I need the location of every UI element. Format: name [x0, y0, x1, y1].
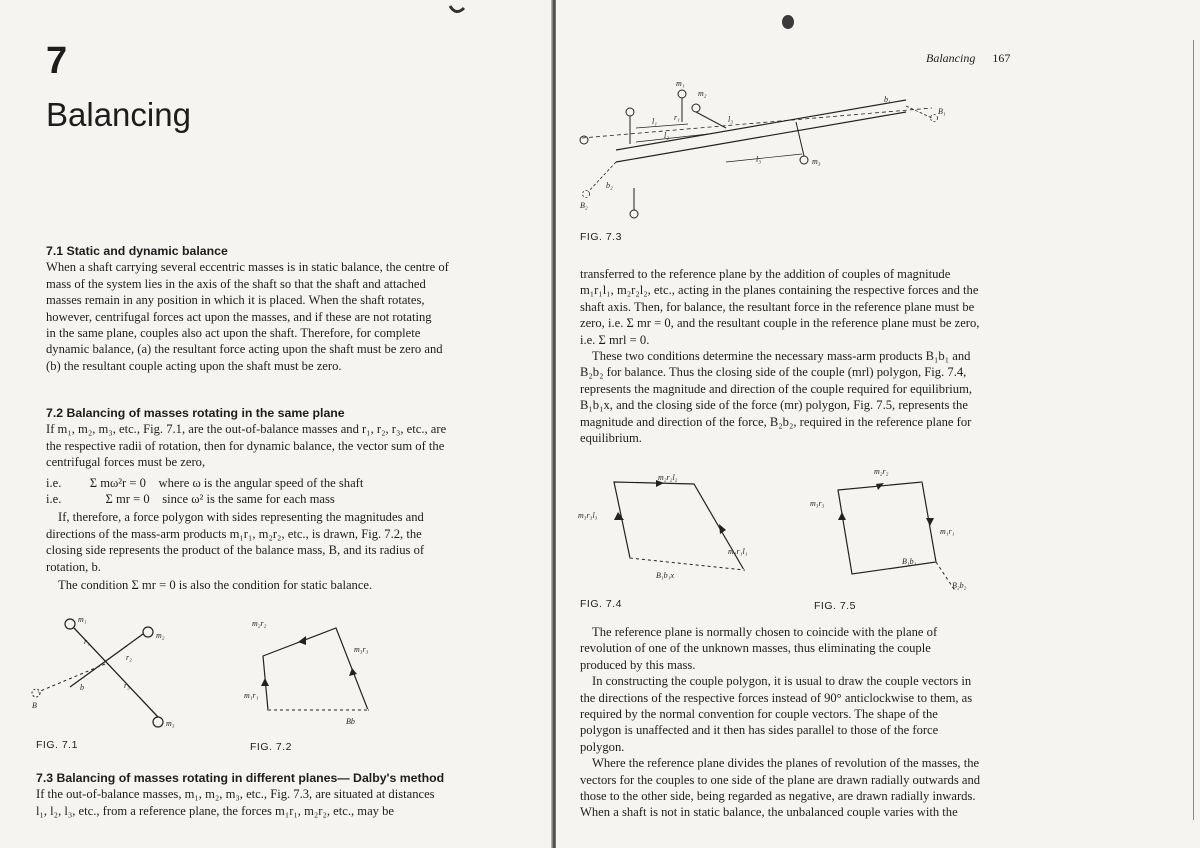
- label-b1: b₁: [884, 95, 891, 104]
- text-line: These two conditions determine the necessary mass-arm products B₁b₁ and: [592, 349, 971, 364]
- label-Bb: Bb: [346, 717, 355, 726]
- page-edge: [1193, 40, 1194, 820]
- running-head: [926, 51, 1010, 66]
- label-m1r1: m₁r₁: [244, 691, 259, 700]
- page-number: 167: [992, 51, 1011, 65]
- text-line: in the same plane, couples also act upon the shaft. Therefore, for complete: [46, 326, 421, 341]
- label-l3-top: l₃: [728, 115, 734, 124]
- text-line: polygon.: [580, 739, 625, 754]
- text-line: masses remain in any position in which it is placed. When the shaft rotates,: [46, 293, 425, 308]
- text-line: dynamic balance, (a) the resultant force acting upon the shaft must be zero and: [46, 342, 443, 357]
- text-line: closing side represents the product of the balance mass, B, and its radius of: [46, 543, 425, 558]
- text-line: If, therefore, a force polygon with sides representing the magnitudes and: [58, 510, 424, 525]
- label-l3: l₃: [756, 155, 762, 164]
- text-line: magnitude and direction of the force, B₂b₂, required in the reference plane for: [580, 414, 972, 429]
- equation: i.e. Σ mω²r = 0 where ω is the angular speed of the shaft: [46, 475, 364, 490]
- text-line: If the out-of-balance masses, m₁, m₂, m₃, etc., Fig. 7.3, are situated at distances: [36, 787, 435, 802]
- text-line: represents the magnitude and direction of the couple required for equilibrium,: [580, 381, 973, 396]
- equation: i.e. Σ mr = 0 since ω² is the same for each mass: [46, 492, 335, 507]
- text-line: mass of the system lies in the axis of the shaft so that the shaft and attached: [46, 276, 426, 291]
- label-B2: B₂: [580, 201, 588, 210]
- text-line: directions of the mass-arm products m₁r₁, m₂r₂, etc., is drawn, Fig. 7.2, the: [46, 526, 422, 541]
- figure-7-4: [574, 462, 794, 592]
- text-line: l₁, l₂, l₃, etc., from a reference plane, the forces m₁r₁, m₂r₂, etc., may be: [36, 803, 395, 818]
- text-line: polygon is unaffected and it then has sides parallel to those of the force: [580, 723, 939, 738]
- text-line: required by the normal convention for couple vectors. The shape of the: [580, 707, 938, 722]
- text-line: zero, i.e. Σ mr = 0, and the resultant couple in the reference plane must be zero,: [580, 316, 980, 331]
- figure-7-4-caption: FIG. 7.4: [580, 598, 622, 610]
- text-line: however, centrifugal forces act upon the masses, and if these are not rotating: [46, 309, 432, 324]
- left-page: [0, 0, 553, 848]
- label-m2r2: m₂r₂: [874, 467, 889, 476]
- chapter-title: Balancing: [46, 96, 191, 133]
- chapter-number: 7: [46, 40, 68, 82]
- label-l2: l₂: [664, 131, 670, 140]
- label-m2: m₂: [156, 631, 165, 640]
- label-m3r3: m₃r₃: [354, 645, 369, 654]
- figure-7-1-caption: FIG. 7.1: [36, 739, 78, 751]
- label-B: B: [32, 701, 37, 710]
- text-line: If m₁, m₂, m₃, etc., Fig. 7.1, are the out-of-balance masses and r₁, r₂, r₃, etc., are: [46, 422, 447, 437]
- text-line: B₁b₁x, and the closing side of the force (mr) polygon, Fig. 7.5, represents the: [580, 398, 968, 413]
- label-l1: l₁: [652, 117, 658, 126]
- text-line: produced by this mass.: [580, 657, 696, 672]
- section-heading: 7.2 Balancing of masses rotating in the same plane: [46, 406, 345, 420]
- label-m3: m₃: [812, 157, 821, 166]
- text-line: In constructing the couple polygon, it is usual to draw the couple vectors in: [592, 674, 972, 689]
- section-heading: 7.3 Balancing of masses rotating in different planes— Dalby's method: [36, 771, 445, 785]
- ink-mark: [448, 2, 468, 18]
- figure-7-1: [30, 612, 230, 732]
- text-line: i.e. Σ mrl = 0.: [580, 332, 650, 347]
- label-B1: B₁: [938, 107, 946, 116]
- text-line: those to the other side, being regarded as negative, are drawn radially inwards.: [580, 789, 976, 804]
- right-page: [556, 0, 1200, 848]
- label-m3: m₃: [166, 719, 175, 728]
- label-m2r2: m₂r₂: [252, 619, 267, 628]
- label-m2r2l2: m₂r₂l₂: [658, 473, 678, 482]
- section-heading: 7.1 Static and dynamic balance: [46, 244, 228, 258]
- running-head-title: Balancing: [926, 51, 976, 65]
- label-r1: r₁: [674, 113, 680, 122]
- figure-7-3: [576, 78, 956, 228]
- label-m3r3: m₃r₃: [810, 499, 825, 508]
- figure-7-5: [806, 462, 1006, 602]
- paragraph-block-2: [580, 624, 1054, 821]
- text-line: rotation, b.: [46, 559, 101, 574]
- figure-7-2: [238, 618, 398, 728]
- ink-mark: [778, 12, 798, 32]
- text-line: The reference plane is normally chosen to coincide with the plane of: [592, 625, 938, 639]
- figure-7-2-caption: FIG. 7.2: [250, 741, 292, 753]
- label-B1b1x: B₁b₁x: [656, 571, 674, 580]
- text-line: the directions of the respective forces instead of 90° anticlockwise to them, as: [580, 690, 973, 705]
- text-line: centrifugal forces must be zero,: [46, 455, 206, 470]
- label-m1r1l1: m₁r₁l₁: [728, 547, 748, 556]
- label-m3r3l3: m₃r₃l₃: [578, 511, 598, 520]
- section-7-2: [46, 405, 526, 593]
- text-line: equilibrium.: [580, 431, 642, 446]
- label-r1: r₁: [84, 637, 90, 646]
- section-7-1: [46, 243, 526, 374]
- text-line: shaft axis. Then, for balance, the resultant force in the reference plane must be: [580, 299, 975, 314]
- text-line: revolution of one of the unknown masses, thus eliminating the couple: [580, 641, 931, 656]
- label-B1b1: B₁b₁: [902, 557, 917, 566]
- text-line: When a shaft carrying several eccentric masses is in static balance, the centre of: [46, 260, 449, 275]
- label-m1r1: m₁r₁: [940, 527, 955, 536]
- paragraph-block-1: [580, 266, 1054, 446]
- text-line: the respective radii of rotation, then for dynamic balance, the vector sum of the: [46, 438, 445, 453]
- label-m2: m₂: [698, 89, 707, 98]
- text-line: The condition Σ mr = 0 is also the condition for static balance.: [58, 578, 373, 593]
- label-r2: r₂: [126, 653, 132, 662]
- label-b2: b₂: [606, 181, 613, 190]
- text-line: (b) the resultant couple acting upon the shaft must be zero.: [46, 358, 342, 373]
- text-line: B₂b₂ for balance. Thus the closing side of the couple (mrl) polygon, Fig. 7.4,: [580, 365, 967, 380]
- label-m1: m₁: [676, 79, 685, 88]
- text-line: When a shaft is not in static balance, the unbalanced couple varies with the: [580, 805, 958, 820]
- text-line: m₁r₁l₁, m₂r₂l₂, etc., acting in the planes containing the respective forces and the: [580, 283, 979, 298]
- text-line: vectors for the couples to one side of the plane are drawn radially outwards and: [580, 772, 981, 787]
- text-line: Where the reference plane divides the planes of revolution of the masses, the: [592, 756, 980, 771]
- section-7-3: [36, 770, 526, 819]
- label-m1: m₁: [78, 615, 87, 624]
- label-b: b: [80, 683, 84, 692]
- text-line: transferred to the reference plane by the addition of couples of magnitude: [580, 267, 951, 281]
- label-B2b2: B₂b₂: [952, 581, 967, 590]
- label-r3: r₃: [124, 681, 130, 690]
- figure-7-3-caption: FIG. 7.3: [580, 231, 622, 243]
- figure-7-5-caption: FIG. 7.5: [814, 600, 856, 612]
